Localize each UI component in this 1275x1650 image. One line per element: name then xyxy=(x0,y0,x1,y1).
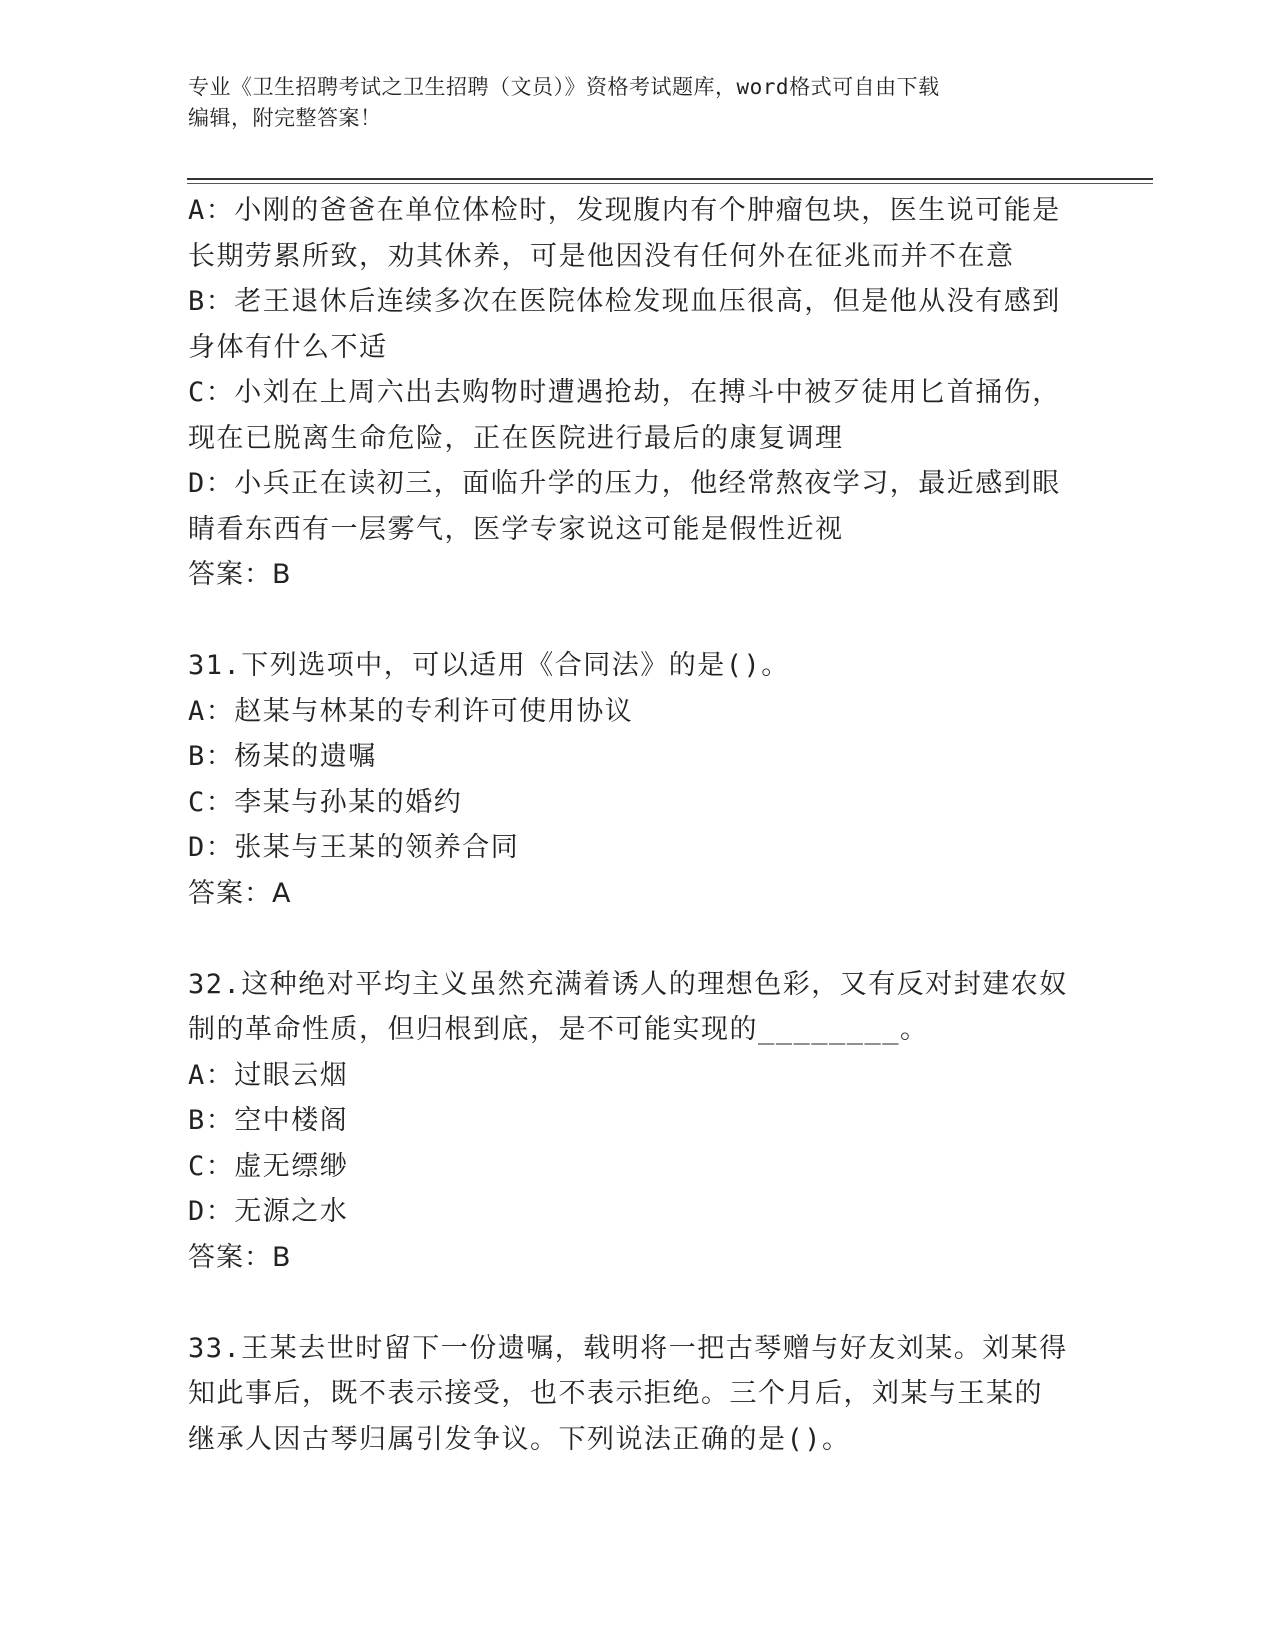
option-d: D：无源之水 xyxy=(188,1196,349,1227)
option-d-line-1: D：小兵正在读初三，面临升学的压力，他经常熬夜学习，最近感到眼 xyxy=(188,468,1061,499)
option-c-line-2: 现在已脱离生命危险，正在医院进行最后的康复调理 xyxy=(188,422,844,454)
question-33 xyxy=(188,1326,1088,1463)
option-c: C：虚无缥缈 xyxy=(188,1150,349,1182)
question-stem-line-2: 制的革命性质，但归根到底，是不可能实现的________。 xyxy=(188,1014,929,1045)
option-a: A：过眼云烟 xyxy=(188,1059,349,1091)
option-b-line-1: B：老王退休后连续多次在医院体检发现血压很高，但是他从没有感到 xyxy=(188,286,1061,317)
header-line-1: 专业《卫生招聘考试之卫生招聘（文员）》资格考试题库，word格式可自由下载 xyxy=(188,75,940,99)
answer-31: 答案：A xyxy=(188,877,292,909)
header-divider-thin xyxy=(187,183,1153,184)
answer-30: 答案：B xyxy=(188,559,292,590)
header-line-2: 编辑，附完整答案！ xyxy=(188,106,382,130)
question-stem-line-2: 知此事后，既不表示接受，也不表示拒绝。三个月后，刘某与王某的 xyxy=(188,1378,1043,1409)
option-b: B：杨某的遗嘱 xyxy=(188,741,377,772)
option-a: A：赵某与林某的专利许可使用协议 xyxy=(188,695,634,727)
option-b: B：空中楼阁 xyxy=(188,1105,349,1136)
question-stem-line-3: 继承人因古琴归属引发争议。下列说法正确的是()。 xyxy=(188,1423,851,1455)
option-a-line-2: 长期劳累所致，劝其休养，可是他因没有任何外在征兆而并不在意 xyxy=(188,240,1015,272)
question-stem-line-1: 32.这种绝对平均主义虽然充满着诱人的理想色彩，又有反对封建农奴 xyxy=(188,968,1068,1000)
question-stem-line-1: 33.王某去世时留下一份遗嘱，载明将一把古琴赠与好友刘某。刘某得 xyxy=(188,1332,1068,1364)
spacer xyxy=(188,598,1088,644)
option-d-line-2: 睛看东西有一层雾气，医学专家说这可能是假性近视 xyxy=(188,513,844,545)
question-32 xyxy=(188,962,1088,1281)
question-stem: 31.下列选项中，可以适用《合同法》的是()。 xyxy=(188,650,790,681)
spacer xyxy=(188,1280,1088,1326)
option-d: D：张某与王某的领养合同 xyxy=(188,832,520,863)
question-30 xyxy=(188,188,1088,598)
option-b-line-2: 身体有什么不适 xyxy=(188,331,388,363)
option-c: C：李某与孙某的婚约 xyxy=(188,786,463,818)
option-a-line-1: A：小刚的爸爸在单位体检时，发现腹内有个肿瘤包块，医生说可能是 xyxy=(188,195,1061,226)
option-c-line-1: C：小刘在上周六出去购物时遭遇抢劫，在搏斗中被歹徒用匕首捅伤， xyxy=(188,377,1061,408)
answer-32: 答案：B xyxy=(188,1241,292,1273)
document-header xyxy=(188,72,1068,134)
question-31 xyxy=(188,643,1088,916)
header-divider-thick xyxy=(187,178,1153,180)
question-list xyxy=(188,188,1088,1462)
spacer xyxy=(188,916,1088,962)
